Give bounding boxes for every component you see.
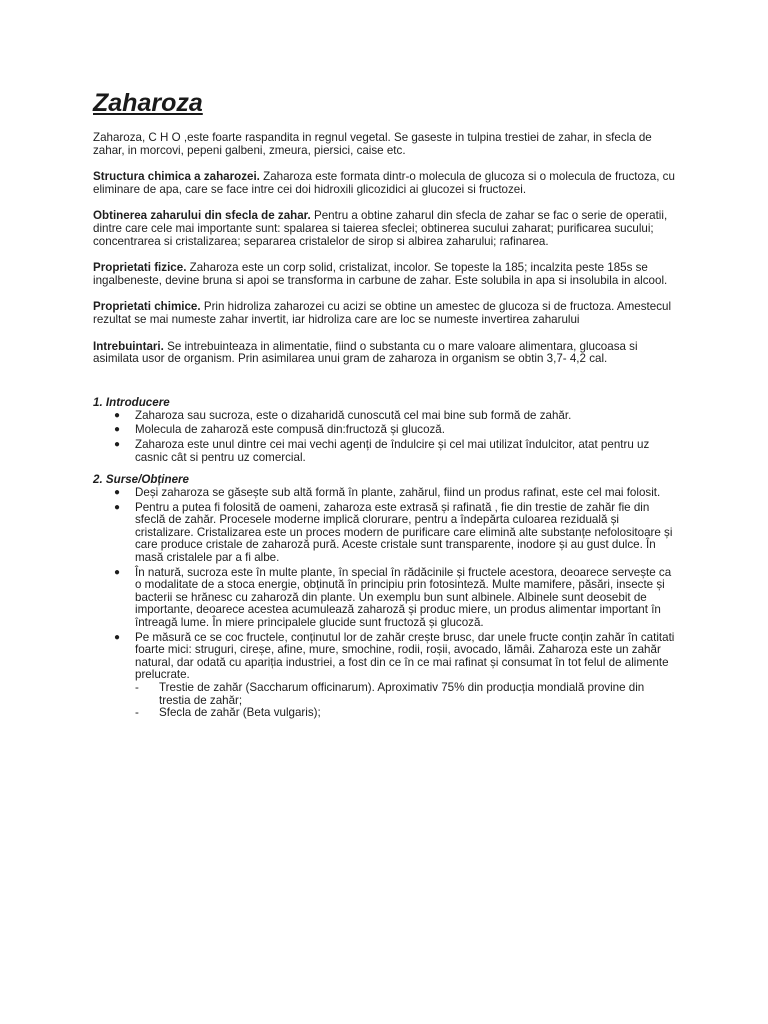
paragraph-text: Zaharoza este un corp solid, cristalizat, incolor. Se topeste la 185; incalzita peste 185s se ingalbeneste, devine bruna si apoi se transforma in carbune de zahar. Este solubila in apa si insolubila in alcool. [93,261,668,287]
bullet-icon: ● [114,566,121,578]
bullet-icon: ● [114,631,121,643]
list-item [114,437,677,464]
list-item-text: Pe măsură ce se coc fructele, conținutul lor de zahăr crește brusc, dar unele fructe conțin zahăr în catitati foarte mici: struguri, cireșe, afine, mure, smochine, rodii, roșii, avocado, lămâi. Zaharoza este un zahăr natural, dar odată cu apariția industriei, a fost din ce în ce mai rafinat și consumat în tot felul de alimente prelucrate. [135,630,675,682]
document-title: Zaharoza [93,89,203,117]
paragraph-text: Prin hidroliza zaharozei cu acizi se obtine un amestec de glucoza si de fructoza. Amestecul rezultat se mai numeste zahar invertit, iar hidroliza care are loc se numeste invertirea zaharului [93,300,672,326]
list-item-text: Zaharoza sau sucroza, este o dizaharidă cunoscută cel mai bine sub formă de zahăr. [135,408,572,422]
paragraph-heading: Obtinerea zaharului din sfecla de zahar. [93,209,311,223]
bullet-list [93,410,677,464]
section-heading: 1. Introducere [93,395,170,409]
paragraph-text: Se intrebuinteaza in alimentatie, fiind o substanta cu o mare valoare alimentara, glucoasa si asimilata usor de organism. Prin asimilarea unui gram de zaharoza in organism se obtin 3,7- 4,2 cal. [93,339,638,366]
paragraph [93,341,677,366]
sub-list [135,682,677,720]
list-item [114,630,677,720]
dash-icon: - [135,681,139,694]
list-item-text: Pentru a putea fi folosită de oameni, zaharoza este extrasă și rafinată , fie din trestie de zahăr fie din sfeclă de zahăr. Procesele moderne implică clorurare, pentru a îndepărta culoarea reziduală și cristalizare. Cristalizarea este un proces modern de purificare care elimină alte substanțe nefolositoare și care produce cristale de zaharoză pură. Aceste cristale sunt transparente, inodore și au gust dulce. În masă cristalele par a fi albe. [135,500,673,565]
intro-paragraph: Zaharoza, C H O ,este foarte raspandita in regnul vegetal. Se gaseste in tulpina trestiei de zahar, in sfecla de zahar, in morcovi, pepeni galbeni, zmeura, piersici, caise etc. [93,131,652,157]
bullet-icon: ● [114,424,121,436]
bullet-icon: ● [114,487,121,499]
sections [93,396,677,720]
section-heading: 2. Surse/Obținere [93,473,190,487]
bullet-list [93,487,677,720]
paragraphs [93,171,677,366]
sub-list-item-text: Trestie de zahăr (Saccharum officinarum). Aproximativ 75% din producția mondială provine din trestia de zahăr; [159,681,645,707]
list-item [114,408,677,423]
paragraph-text: Pentru a obtine zaharul din sfecla de zahar se fac o serie de operatii, dintre care cele mai importante sunt: spalarea si taierea sfeclei; obtinerea sucului zaharat; purificarea sucului; concentrarea si cristalizarea; separarea cristalelor de sirop si albirea zaharului; rafinarea. [93,209,668,248]
paragraph-text: Zaharoza este formata dintr-o molecula de glucoza si o molecula de fructoza, cu eliminare de apa, care se face intre cei doi hidroxili glicozidici ai glucozei si fructozei. [93,170,675,196]
sub-list-item-text: Sfecla de zahăr (Beta vulgaris); [159,706,321,720]
paragraph-heading: Intrebuintari. [93,339,164,353]
paragraph-heading: Proprietati chimice. [93,300,201,314]
bullet-icon: ● [114,501,121,513]
paragraph [93,262,677,287]
list-item-text: Zaharoza este unul dintre cei mai vechi agenți de îndulcire și cel mai utilizat îndulcitor, atat pentru uz casnic cât si pentru uz comercial. [135,437,650,464]
list-item [114,486,677,500]
paragraph-heading: Proprietati fizice. [93,261,187,275]
list-item-text: În natură, sucroza este în multe plante, în special în rădăcinile și fructele acestora, deoarece servește ca o modalitate de a stoca energie, obținută în principiu prin fotosinteză. Multe mamifere, păsări, insecte și bacterii se hrănesc cu zaharoză din plante. Un exemplu bun sunt albinele. Albinele sunt deosebit de importante, deoarece acestea acumulează zaharoză și produc miere, un produs alimentar important în întreagă lume. În miere principalele glucide sunt fructoză și glucoză. [135,565,672,630]
list-item [114,423,677,437]
document-page [93,88,677,729]
paragraph [93,210,677,248]
spacer [93,380,677,396]
list-item [114,500,677,565]
paragraph [93,301,677,326]
paragraph-heading: Structura chimica a zaharozei. [93,170,260,184]
sub-list-item [135,706,677,720]
list-item [114,565,677,630]
dash-icon: - [135,706,139,720]
list-item-text: Molecula de zaharoză este compusă din:fructoză și glucoză. [135,423,445,437]
paragraph [93,171,677,196]
bullet-icon: ● [114,438,121,450]
sub-list-item [135,681,677,707]
list-item-text: Deși zaharoza se găsește sub altă formă în plante, zahărul, fiind un produs rafinat, este cel mai folosit. [135,486,661,500]
bullet-icon: ● [114,409,121,421]
